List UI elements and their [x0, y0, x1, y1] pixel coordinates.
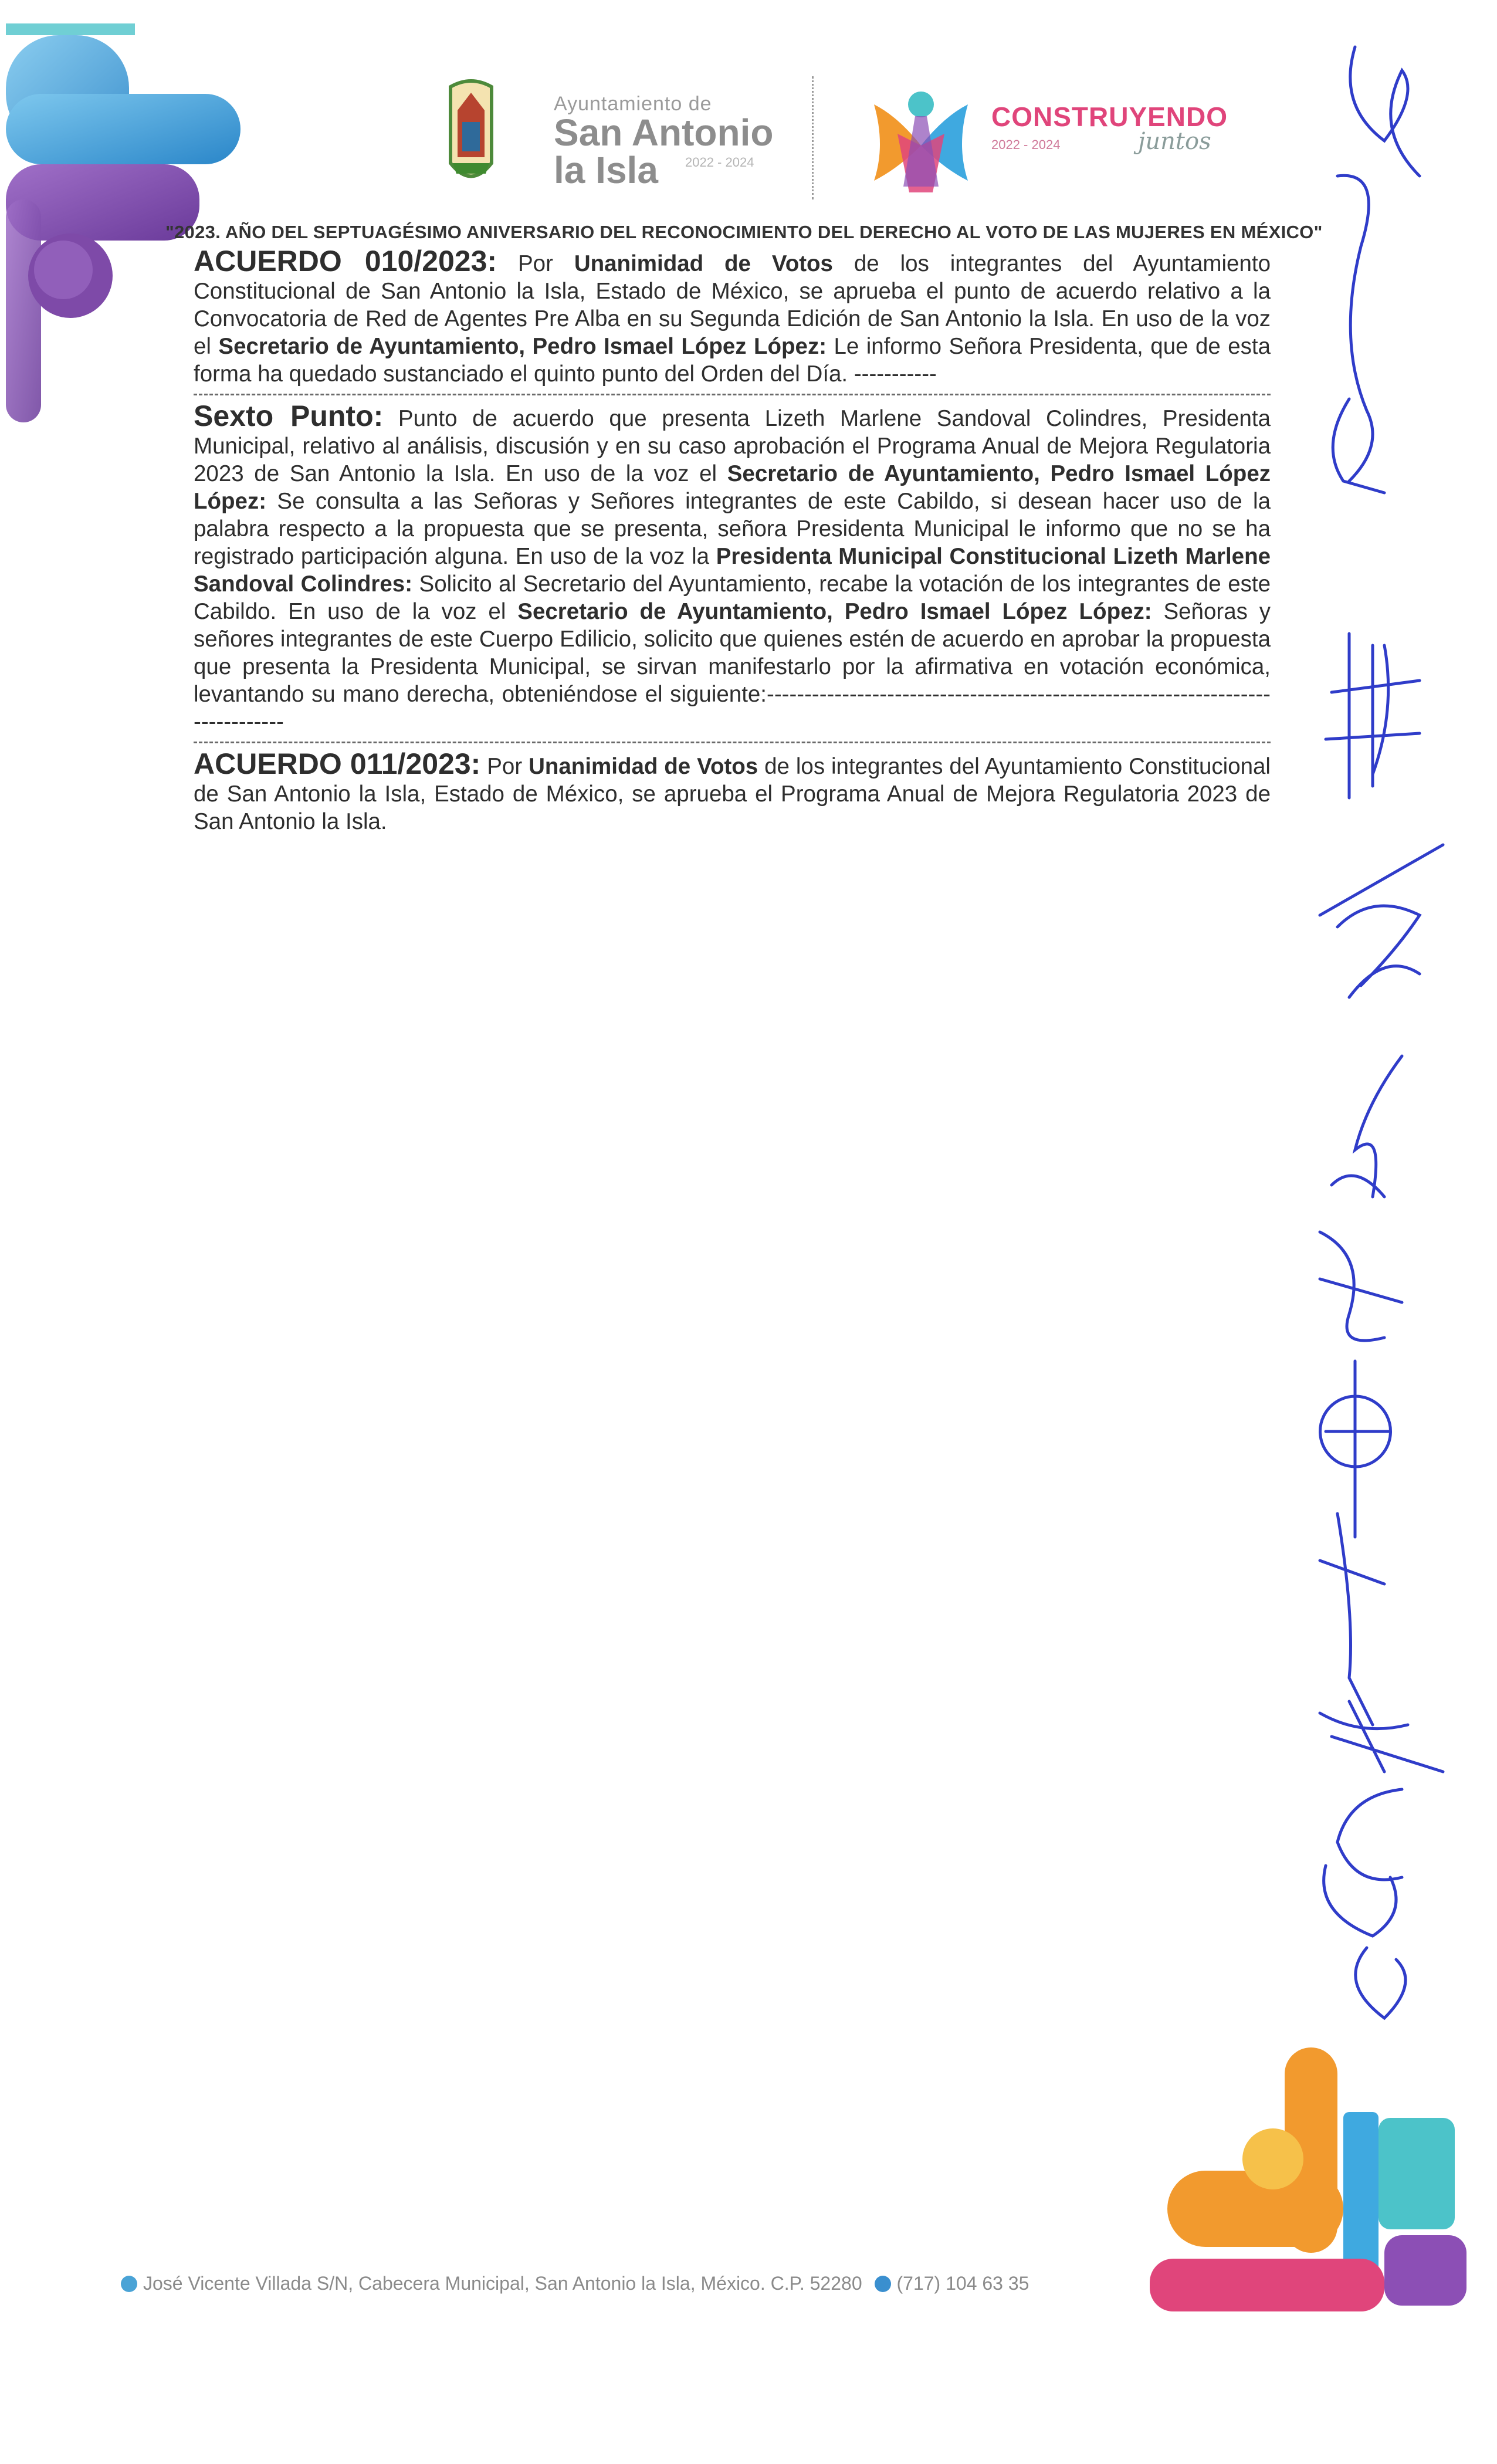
- text-run: Le informo Señora Presidenta, que de esta forma ha quedado sustanciado el quinto punto del Orden del Día. -----------: [194, 334, 1271, 387]
- phone-icon: [875, 2276, 891, 2292]
- campaign-years: 2022 - 2024: [991, 137, 1061, 152]
- municipality-term: 2022 - 2024: [685, 155, 754, 170]
- text-run: Punto de acuerdo que presenta Lizeth Marlene Sandoval Colindres, Presidenta Municipal, relativo al análisis, discusión y en su caso aprobación el Programa Anual de Mejora Regulatoria 2023 de San Antonio la Isla. En uso de la voz el: [194, 406, 1271, 486]
- location-pin-icon: [121, 2276, 137, 2292]
- sexto-punto-paragraph: [194, 402, 1271, 736]
- handwritten-signatures: [1267, 35, 1478, 2042]
- bold-run: Secretario de Ayuntamiento, Pedro Ismael López López:: [194, 461, 1271, 514]
- footer-contact: [121, 2273, 1029, 2294]
- dashed-separator: [194, 742, 1271, 743]
- acuerdo-010-paragraph: [194, 245, 1271, 388]
- bottom-right-decorative-graphic: [1150, 2042, 1478, 2323]
- construyendo-juntos-logo-icon: [862, 81, 980, 198]
- footer-address: José Vicente Villada S/N, Cabecera Municipal, San Antonio la Isla, México. C.P. 52280: [143, 2273, 862, 2294]
- bold-run: Secretario de Ayuntamiento, Pedro Ismael López López:: [517, 599, 1152, 624]
- acuerdo-010-heading: ACUERDO 010/2023:: [194, 245, 497, 277]
- text-run: de los integrantes del Ayuntamiento Constitucional de San Antonio la Isla, Estado de México, se aprueba el punto de acuerdo relativo a la Convocatoria de Red de Agentes Pre Alba en su Segunda Edición de San Antonio la Isla. En uso de la voz el: [194, 251, 1271, 359]
- text-run: Por: [497, 251, 574, 276]
- acuerdo-011-paragraph: [194, 747, 1271, 835]
- text-run: de los integrantes del Ayuntamiento Constitucional de San Antonio la Isla, Estado de México, se aprueba el Programa Anual de Mejora Regulatoria 2023 de San Antonio la Isla.: [194, 754, 1271, 834]
- bold-run: Unanimidad de Votos: [574, 251, 833, 276]
- municipal-crest-logo: [445, 75, 497, 192]
- municipality-name: [554, 111, 774, 191]
- text-run: Por: [480, 754, 529, 779]
- header-divider: [812, 76, 818, 199]
- bold-run: Unanimidad de Votos: [529, 754, 758, 779]
- text-run: Solicito al Secretario del Ayuntamiento, recabe la votación de los integrantes de este Cabildo. En uso de la voz el: [194, 571, 1271, 624]
- text-run: Señoras y señores integrantes de este Cuerpo Edilicio, solicito que quienes estén de acuerdo en aprobar la propuesta que presenta la Presidenta Municipal, se sirvan manifestarlo por la afirmativa en votación económica, levantando su mano derecha, obteniéndose el siguiente:-------------------------------------------------------------------------------: [194, 599, 1271, 735]
- document-body: [194, 245, 1271, 835]
- dashed-separator: [194, 394, 1271, 395]
- municipality-prefix: Ayuntamiento de: [554, 93, 712, 115]
- campaign-title: CONSTRUYENDO: [991, 101, 1228, 132]
- footer-phone: (717) 104 63 35: [896, 2273, 1029, 2294]
- bold-run: Secretario de Ayuntamiento, Pedro Ismael López López:: [218, 334, 827, 359]
- year-banner: "2023. AÑO DEL SEPTUAGÉSIMO ANIVERSARIO DEL RECONOCIMIENTO DEL DERECHO AL VOTO DE LAS MUJERES EN MÉXICO": [165, 222, 1323, 242]
- municipality-name-line1: San Antonio: [554, 111, 774, 154]
- text-run: Se consulta a las Señoras y Señores integrantes de este Cabildo, si desean hacer uso de la palabra respecto a la propuesta que se presenta, señora Presidenta Municipal le informo que no se ha registrado participación alguna. En uso de la voz la: [194, 489, 1271, 569]
- sexto-punto-heading: Sexto Punto:: [194, 400, 384, 432]
- campaign-script: juntos: [1138, 128, 1211, 155]
- bold-run: Presidenta Municipal Constitucional Lizeth Marlene Sandoval Colindres:: [194, 544, 1271, 597]
- acuerdo-011-heading: ACUERDO 011/2023:: [194, 747, 481, 780]
- municipality-name-line2: la Isla: [554, 149, 658, 191]
